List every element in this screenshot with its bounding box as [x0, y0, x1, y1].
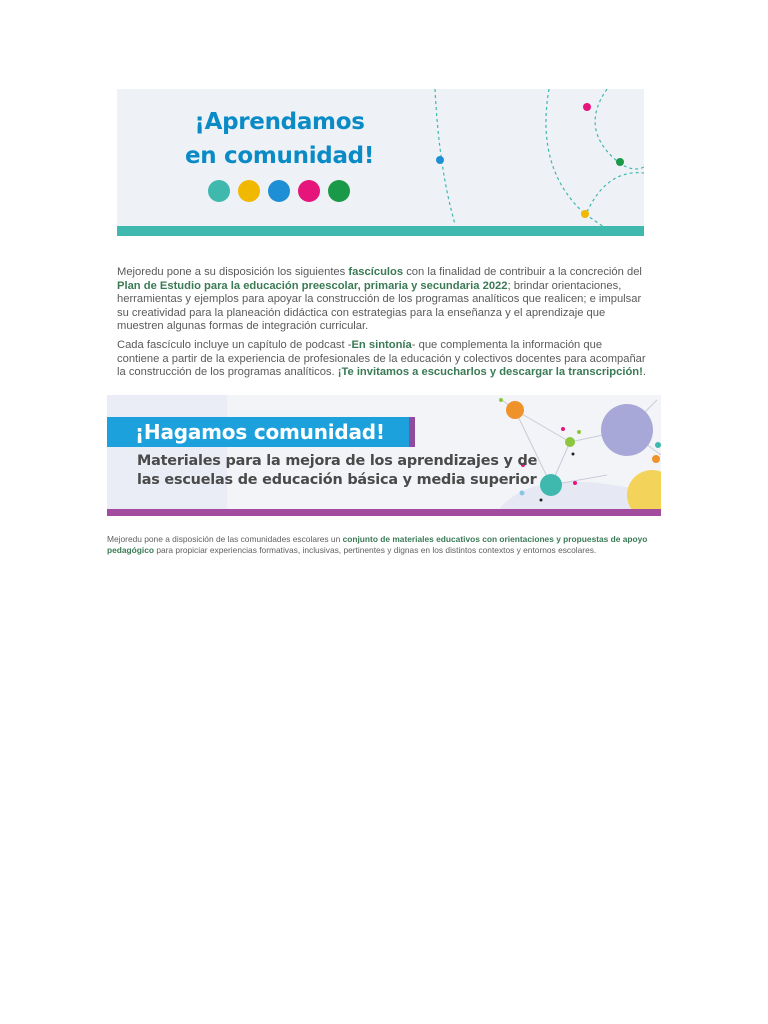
fasciculos-paragraph [117, 266, 647, 334]
text-segment: ; brindar orientaciones, herramientas y ejemplos para apoyar la construcción de los programas analíticos que realicen; e impulsar su creatividad para la planeación didáctica con estrategias para la enseñanza y el aprendizaje que muestren algunas formas de integración curricular. [117, 279, 642, 333]
text-segment: Mejoredu pone a disposición de las comunidades escolares un [107, 534, 343, 544]
banner-title-line2: en comunidad! [184, 143, 375, 169]
highlight-fasciculos: fascículos [348, 266, 404, 278]
highlight-en-sintonia: En sintonía [351, 339, 412, 351]
subtitle-line1: Materiales para la mejora de los aprendizajes y de [137, 453, 538, 469]
green-dot [328, 180, 350, 202]
highlight-materials: conjunto de materiales educativos con orientaciones y propuestas de apoyo pedagógico [107, 534, 648, 556]
subtitle-line2: las escuelas de educación básica y media superior [137, 472, 537, 488]
hagamos-banner [107, 395, 661, 516]
text-segment: - que complementa la información que contiene a partir de la experiencia de profesionales de la educación y colectivos docentes para acompañar la construcción de los programas analíticos. [117, 339, 646, 379]
banner-title-line1: ¡Aprendamos [194, 109, 365, 135]
aprendamos-banner [117, 89, 644, 236]
text-segment: para propiciar experiencias formativas, inclusivas, pertinentes y dignas en los distintos contextos y entornos escolares. [154, 545, 597, 556]
heading-bar [107, 417, 415, 447]
highlight-invitation-link[interactable]: ¡Te invitamos a escucharlos y descargar la transcripción! [337, 366, 643, 379]
yellow-dot [238, 180, 260, 202]
hagamos-heading: ¡Hagamos comunidad! [135, 420, 385, 444]
text-segment: Cada fascículo incluye un capítulo de podcast - [117, 339, 352, 351]
banner-title [117, 105, 442, 173]
highlight-plan-estudio: Plan de Estudio para la educación preescolar, primaria y secundaria 2022 [117, 279, 508, 292]
materials-subtitle [137, 452, 537, 490]
color-dots [208, 180, 350, 202]
magenta-dot [298, 180, 320, 202]
materials-paragraph [107, 534, 652, 556]
text-segment: . [642, 366, 646, 379]
text-segment: Mejoredu pone a su disposición los siguientes [117, 266, 349, 278]
podcast-paragraph [117, 339, 647, 380]
teal-stripe [117, 226, 644, 236]
text-segment: con la finalidad de contribuir a la concreción del [403, 266, 642, 278]
purple-stripe [107, 509, 661, 516]
blue-dot [268, 180, 290, 202]
teal-dot [208, 180, 230, 202]
